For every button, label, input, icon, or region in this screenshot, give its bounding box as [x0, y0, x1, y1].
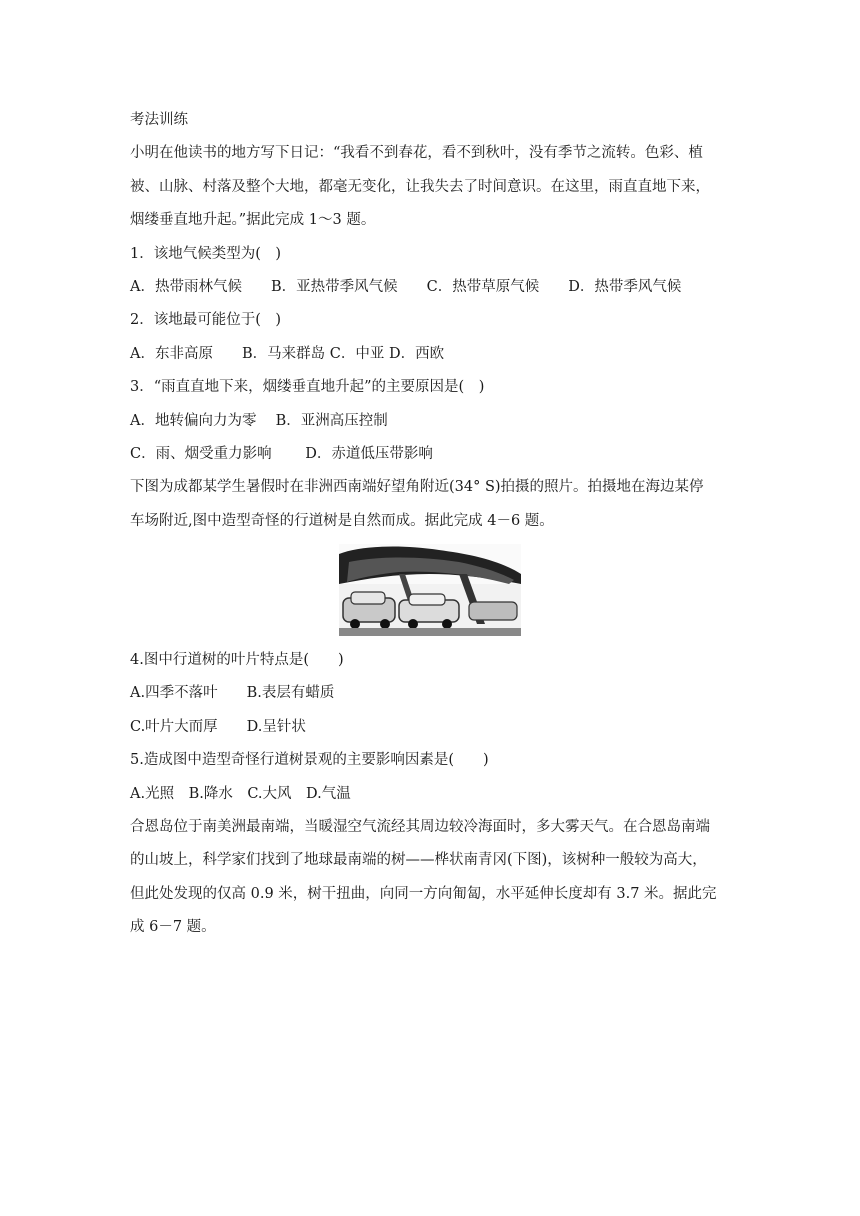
question-1-stem: 1．该地气候类型为( ): [130, 245, 282, 262]
section-title: 考法训练: [130, 112, 188, 128]
question-4-stem: 4.图中行道树的叶片特点是( ): [130, 652, 344, 669]
intro-3-line: 合恩岛位于南美洲最南端，当暖湿空气流经其周边较冷海面时，多大雾天气。在合恩岛南端: [130, 819, 710, 836]
intro-1-line: 小明在他读书的地方写下日记：“我看不到春花，看不到秋叶，没有季节之流转。色彩、植: [130, 145, 703, 162]
question-2-options: A．东非高原 B．马来群岛 C．中亚 D．西欧: [130, 345, 445, 362]
intro-passage-1: [130, 137, 730, 237]
photo-container: [130, 538, 730, 644]
roadside-tree-photo: [339, 544, 521, 636]
question-2-stem: 2．该地最可能位于( ): [130, 312, 282, 329]
question-5-options: A.光照 B.降水 C.大风 D.气温: [130, 785, 351, 802]
question-3-options-row-1: A．地转偏向力为零 B．亚洲高压控制: [130, 412, 388, 429]
intro-passage-3: [130, 811, 730, 945]
intro-3-line: 但此处发现的仅高 0.9 米，树干扭曲，向同一方向匍匐，水平延伸长度却有 3.7 米。据此完: [130, 885, 717, 902]
question-4-options-row-1: A.四季不落叶 B.表层有蜡质: [130, 685, 335, 702]
intro-2-line: 下图为成都某学生暑假时在非洲西南端好望角附近(34° S)拍摄的照片。拍摄地在海边某停: [130, 479, 704, 496]
question-5-stem: 5.造成图中造型奇怪行道树景观的主要影响因素是( ): [130, 752, 489, 769]
question-1-options: A．热带雨林气候 B．亚热带季风气候 C．热带草原气候 D．热带季风气候: [130, 278, 682, 295]
question-3-options-row-2: C．雨、烟受重力影响 D．赤道低压带影响: [130, 445, 433, 462]
intro-2-line: 车场附近,图中造型奇怪的行道树是自然而成。据此完成 4－6 题。: [130, 512, 554, 529]
question-3-stem: 3．“雨直直地下来，烟缕垂直地升起”的主要原因是( ): [130, 379, 485, 396]
intro-passage-2: [130, 471, 730, 538]
document-body: [130, 104, 730, 945]
intro-3-line: 的山坡上，科学家们找到了地球最南端的树——桦状南青冈(下图)，该树种一般较为高大，: [130, 852, 707, 869]
question-4-options-row-2: C.叶片大而厚 D.呈针状: [130, 718, 306, 735]
intro-1-line: 被、山脉、村落及整个大地，都毫无变化，让我失去了时间意识。在这里，雨直直地下来，: [130, 178, 710, 195]
intro-1-line: 烟缕垂直地升起。”据此完成 1～3 题。: [130, 212, 376, 229]
intro-3-line: 成 6－7 题。: [130, 919, 216, 936]
